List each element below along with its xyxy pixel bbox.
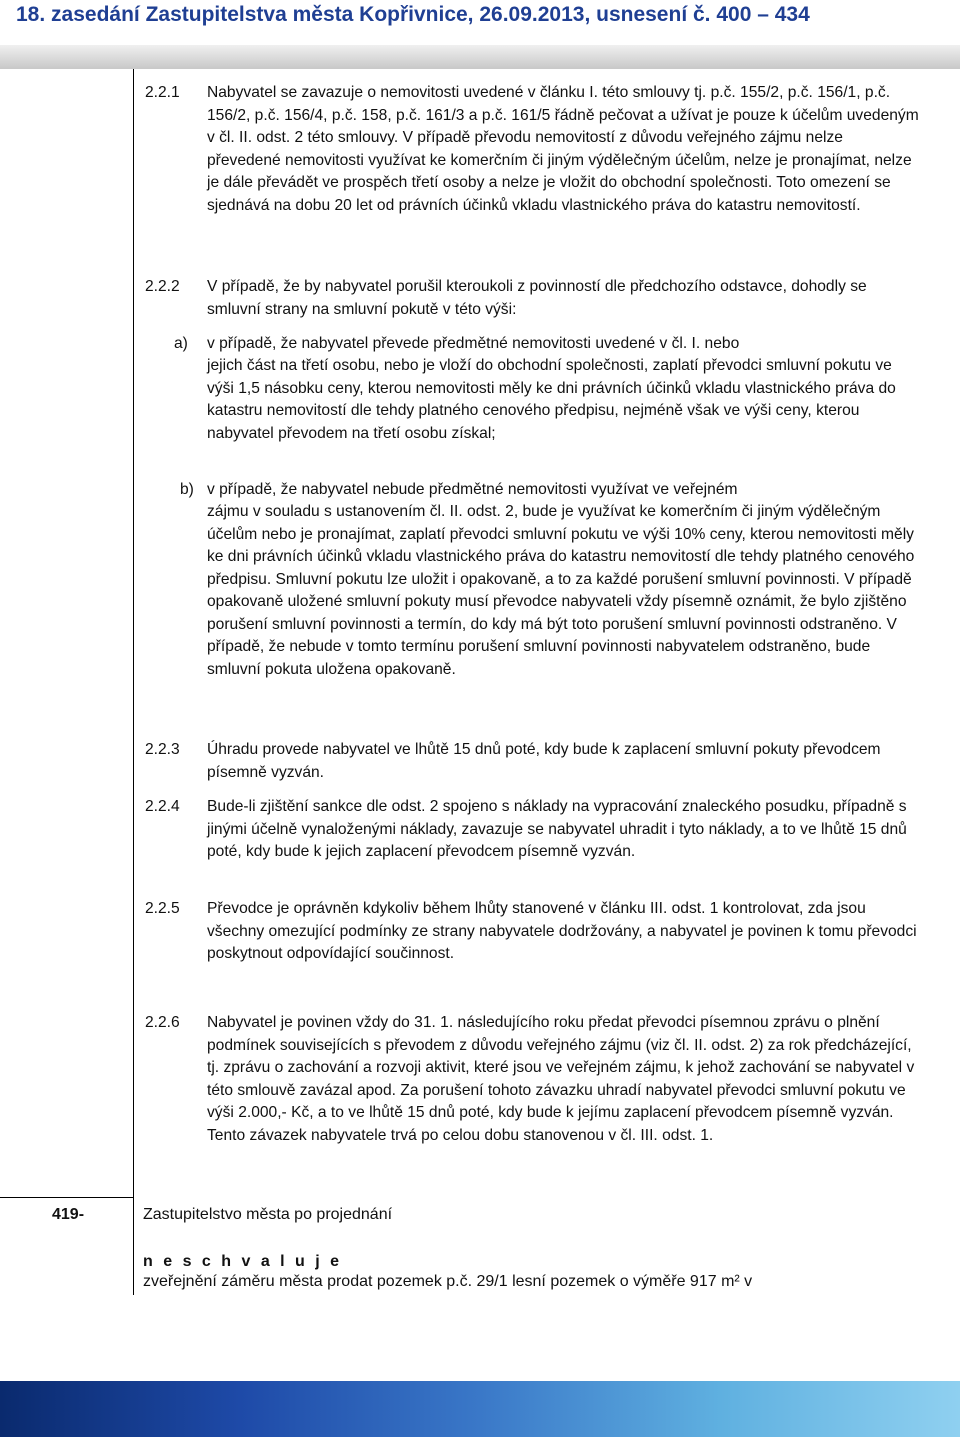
footer-band	[0, 1381, 960, 1437]
resolution-intro: Zastupitelstvo města po projednání	[143, 1206, 393, 1223]
clause-text: Převodce je oprávněn kdykoliv během lhůty stanovené v článku III. odst. 1 kontrolovat, zda jsou všechny omezující podmínky ze strany nabyvatele dodržovány, a nabyvatel je povinen k tomu převodci poskytnout odpovídající součinnost.	[207, 900, 917, 962]
subclause-b-label: b)	[180, 481, 194, 498]
clause-number: 2.2.1	[145, 84, 180, 101]
clause-text: Nabyvatel je povinen vždy do 31. 1. následujícího roku předat převodci písemnou zprávu o plnění podmínek souvisejících s převodem z důvodu veřejného zájmu (viz čl. II. odst. 2) za rok předcházející, tj. zprávu o zachování a rozvoji aktivit, které jsou ve veřejném zájmu, k jehož zachování se nabyvatel v této smlouvě zavázal apod. Za porušení tohoto závazku uhradí nabyvatel převodci smluvní pokutu ve výši 2.000,- Kč, a to ve lhůtě 15 dnů poté, kdy bude k jejímu zaplacení převodcem písemně vyzván. Tento závazek nabyvatele trvá po celou dobu stanovenou v čl. III. odst. 1.	[207, 1014, 915, 1144]
subclause-a-first-line: v případě, že nabyvatel převede předmětné nemovitosti uvedené v čl. I. nebo	[207, 335, 740, 352]
subclause-b-text: zájmu v souladu s ustanovením čl. II. odst. 2, bude je využívat ke komerčním či jiným výdělečným účelům nebo je pronajímat, zaplatí převodci smluvní pokutu ve výši 10% ceny, kterou nemovitosti měly ke dni právních účinků vkladu vlastnického práva do katastru nemovitostí dle tehdy platného cenového předpisu. Smluvní pokutu lze uložit i opakovaně, a to za každé porušení smluvní povinnosti. V případě opakovaně uložené smluvní pokuty musí převodce nabyvateli vždy písemně oznámit, že bylo zjištěno porušení smluvní povinnosti a termín, do kdy má být toto porušení smluvní povinnosti odstraněno. V případě, že nebude v tomto termínu porušení smluvní povinnosti nabyvatelem odstraněno, bude smluvní pokuta uložena opakovaně.	[207, 503, 915, 678]
resolution-number: 419-	[52, 1206, 85, 1223]
clause-number: 2.2.4	[145, 798, 180, 815]
clause-text: Úhradu provede nabyvatel ve lhůtě 15 dnů poté, kdy bude k zaplacení smluvní pokuty převodcem písemně vyzván.	[207, 741, 881, 781]
subclause-b-first-line: v případě, že nabyvatel nebude předmětné nemovitosti využívat ve veřejném	[207, 481, 738, 498]
clause-text: V případě, že by nabyvatel porušil kteroukoli z povinností dle předchozího odstavce, dohodly se smluvní strany na smluvní pokutě v této výši:	[207, 278, 867, 318]
resolution-verdict: n e s c h v a l u j e	[143, 1253, 343, 1270]
header-rule	[0, 45, 960, 69]
clause-number: 2.2.2	[145, 278, 180, 295]
page-title: 18. zasedání Zastupitelstva města Kopřivnice, 26.09.2013, usnesení č. 400 – 434	[16, 3, 810, 26]
clause-number: 2.2.5	[145, 900, 180, 917]
resolution-text: zveřejnění záměru města prodat pozemek p.č. 29/1 lesní pozemek o výměře 917 m² v	[143, 1273, 753, 1290]
clause-text: Bude-li zjištění sankce dle odst. 2 spojeno s náklady na vypracování znaleckého posudku, případně s jinými účelně vynaloženými náklady, zavazuje se nabyvatel uhradit i tyto náklady, a to ve lhůtě 15 dnů poté, kdy bude k jejich zaplacení převodcem písemně vyzván.	[207, 798, 907, 860]
margin-line	[133, 69, 134, 1295]
clause-text: Nabyvatel se zavazuje o nemovitosti uvedené v článku I. této smlouvy tj. p.č. 155/2, p.č. 156/1, p.č. 156/2, p.č. 156/4, p.č. 158, p.č. 161/3 a p.č. 161/5 řádně pečovat a užívat je pouze k účelům uvedeným v čl. II. odst. 2 této smlouvy. V případě převodu nemovitostí z důvodu veřejného zájmu nelze převedené nemovitosti využívat ke komerčním či jiným výdělečným účelům, nelze je pronajímat, nelze je dále převádět ve prospěch třetí osoby a nelze je vložit do obchodní společnosti. Toto omezení se sjednává na dobu 20 let od právních účinků vkladu vlastnického práva do katastru nemovitostí.	[207, 84, 919, 214]
subclause-a-label: a)	[174, 335, 188, 352]
resolution-divider	[0, 1197, 134, 1198]
clause-number: 2.2.3	[145, 741, 180, 758]
clause-number: 2.2.6	[145, 1014, 180, 1031]
subclause-a-text: jejich část na třetí osobu, nebo je vloží do obchodní společnosti, zaplatí převodci smluvní pokutu ve výši 1,5 násobku ceny, kterou nemovitosti měly ke dni právních účinků vkladu vlastnického práva do katastru nemovitostí dle tehdy platného cenového předpisu, nejméně však ve výši ceny, kterou nabyvatel převodem na třetí osobu získal;	[207, 357, 896, 442]
